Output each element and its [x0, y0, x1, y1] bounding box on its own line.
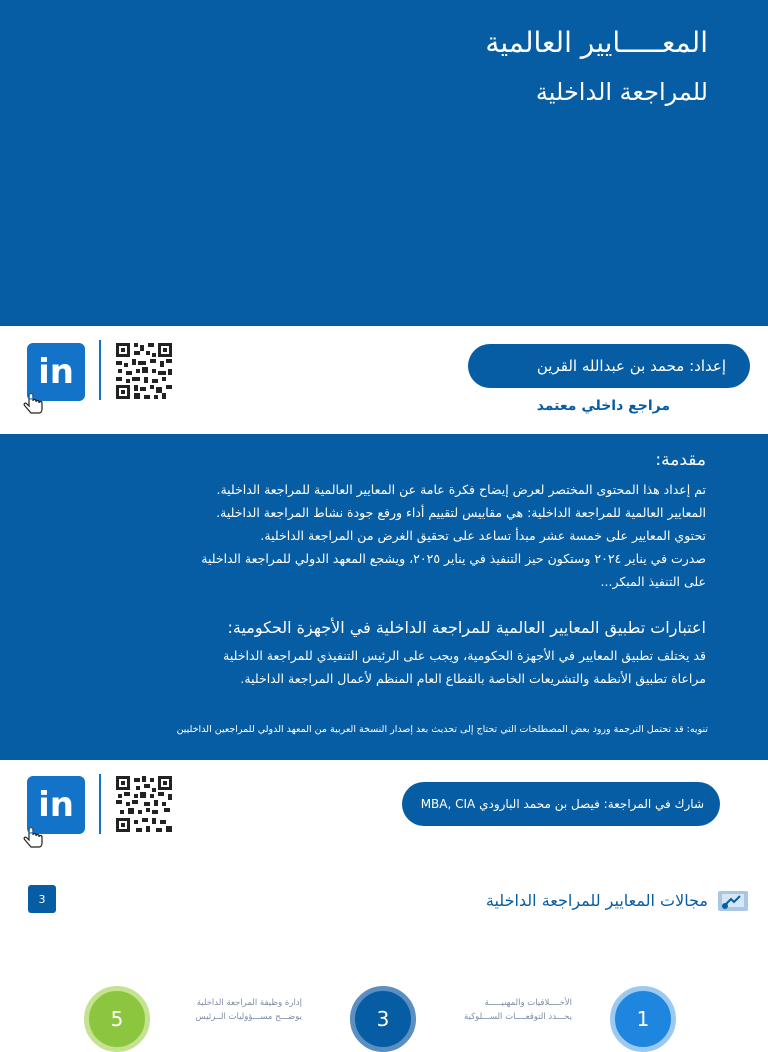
divider: [99, 340, 101, 400]
domain-circle-1: 1: [610, 986, 676, 1052]
domain-circle-3: 3: [350, 986, 416, 1052]
qr-code[interactable]: [114, 341, 174, 401]
domain-caption-5: إدارة وظيفة المراجعة الداخلية يوضـــح مســـؤوليات الــرئيس: [195, 998, 302, 1022]
reviewer-pill: شارك في المراجعة: فيصل بن محمد البارودي MBA, CIA: [402, 782, 720, 826]
hero-banner: [0, 0, 768, 326]
translation-note: تنويه: قد تحتمل الترجمة ورود بعض المصطلحات التي تحتاج إلى تحديث بعد إصدار النسخة العربية من المعهد الدولي للمراجعين الداخليين: [176, 724, 708, 735]
qr-code[interactable]: [114, 774, 174, 834]
author-name-pill: إعداد: محمد بن عبدالله القرين: [468, 344, 750, 388]
intro-heading: مقدمة:: [655, 450, 706, 470]
gov-line: مراعاة تطبيق الأنظمة والتشريعات الخاصة بالقطاع العام المنظم لأعمال المراجعة الداخلية.: [240, 671, 706, 686]
linkedin-icon[interactable]: in: [27, 343, 85, 401]
intro-line: تم إعداد هذا المحتوى المختصر لعرض إيضاح فكرة عامة عن المعايير العالمية للمراجعة الداخلية.: [216, 482, 706, 497]
page-section-title: مجالات المعايير للمراجعة الداخلية: [485, 891, 708, 910]
pointer-hand-icon: [20, 392, 46, 418]
page-number-badge: 3: [28, 885, 56, 913]
author-role: مراجع داخلي معتمد: [536, 398, 670, 414]
intro-line: تحتوي المعايير على خمسة عشر مبدأ تساعد على تحقيق الغرض من المراجعة الداخلية.: [260, 528, 706, 543]
presentation-board-icon: [716, 888, 750, 914]
divider: [99, 774, 101, 834]
hero-title: المعـــــايير العالمية: [485, 26, 708, 59]
gov-line: قد يختلف تطبيق المعايير في الأجهزة الحكومية، ويجب على الرئيس التنفيذي للمراجعة الداخلية: [223, 648, 706, 663]
intro-text: [146, 478, 706, 593]
gov-section-text: [146, 644, 706, 690]
intro-line: صدرت في يناير ٢٠٢٤ وستكون حيز التنفيذ في يناير ٢٠٢٥، ويشجع المعهد الدولي للمراجعة الداخلية: [201, 551, 706, 566]
domain-caption-3: الأخــــلاقيات والمهنيـــــة يحـــدد التوقعــــات الســـلوكية: [464, 998, 572, 1022]
gov-section-heading: اعتبارات تطبيق المعايير العالمية للمراجعة الداخلية في الأجهزة الحكومية:: [227, 618, 706, 637]
domain-circle-5: 5: [84, 986, 150, 1052]
intro-line: المعايير العالمية للمراجعة الداخلية: هي مقاييس لتقييم أداء ورفع جودة نشاط المراجعة الداخلية.: [216, 505, 706, 520]
linkedin-icon[interactable]: in: [27, 776, 85, 834]
intro-line: على التنفيذ المبكر...: [600, 574, 706, 589]
pointer-hand-icon: [20, 826, 46, 852]
intro-section: [0, 434, 768, 760]
hero-subtitle: للمراجعة الداخلية: [535, 78, 708, 106]
